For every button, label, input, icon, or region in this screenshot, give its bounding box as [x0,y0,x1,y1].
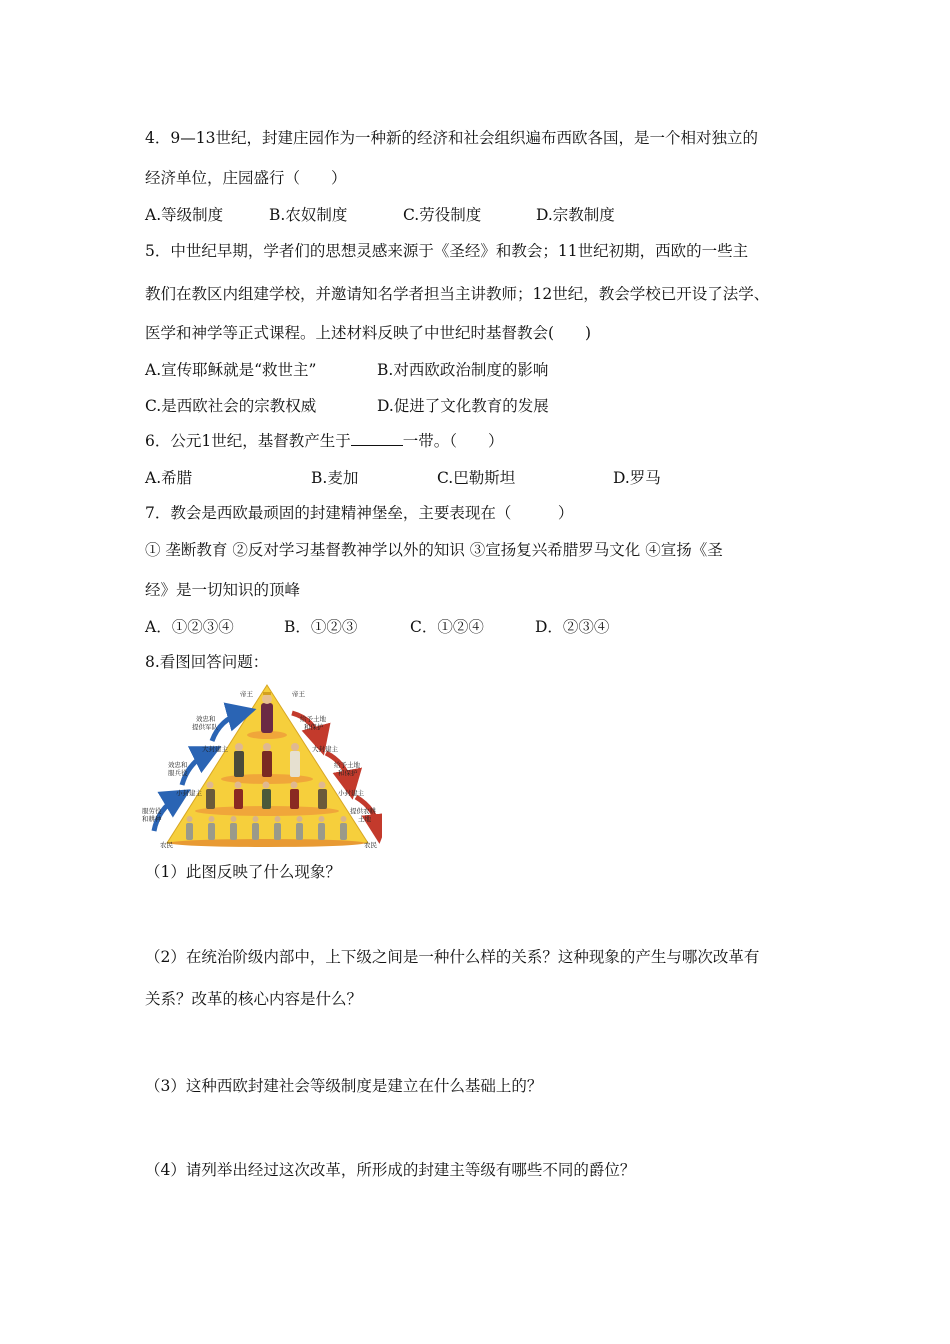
q5-option-d: D.促进了文化教育的发展 [377,397,549,415]
q5-option-c: C.是西欧社会的宗教权威 [145,397,317,415]
right-label-2a: 给予土地 [334,762,360,769]
q7-option-b: B．①②③ [284,618,358,636]
right-label-2b: 和保护 [338,770,358,777]
q4-line2: 经济单位，庄园盛行（ ） [145,169,347,187]
left-label-3b: 和耕种 [142,816,162,823]
right-arrow-middle-icon [326,753,350,785]
q7-option-a: A．①②③④ [145,618,234,636]
q5-line1: 5．中世纪早期，学者们的思想灵感来源于《圣经》和教会；11世纪初期，西欧的一些主 [145,242,749,260]
q8-sub3: （3）这种西欧封建社会等级制度是建立在什么基础上的？ [145,1077,543,1095]
right-label-3b: 土地 [358,816,371,823]
q8-sub1: （1）此图反映了什么现象？ [145,863,341,881]
right-label-1a: 给予土地 [300,716,326,723]
feudal-pyramid-figure [142,683,382,850]
q6-option-d: D.罗马 [613,469,661,487]
left-arrow-middle-icon [182,753,208,785]
label-king-left: 帝王 [240,691,253,698]
q7-line2: ① 垄断教育 ②反对学习基督教神学以外的知识 ③宣扬复兴希腊罗马文化 ④宣扬《圣 [145,541,723,559]
q5-line2: 教们在教区内组建学校，并邀请知名学者担当主讲教师；12世纪，教会学校已开设了法学、 [145,285,770,303]
q6-option-b: B.麦加 [311,469,359,487]
platform-peasants [169,839,365,847]
q7-option-d: D．②③④ [535,618,610,636]
q8-sub2-line1: （2）在统治阶级内部中，上下级之间是一种什么样的关系？这种现象的产生与哪次改革有 [145,948,760,966]
left-label-2b: 服兵役 [168,770,188,777]
label-great-lord-right: 大封建主 [312,746,338,753]
q6-option-a: A.希腊 [145,469,193,487]
q6-line [145,431,504,451]
left-label-2a: 效忠和 [168,762,188,769]
king-figure-icon [261,692,273,733]
q4-option-b: B.农奴制度 [269,206,348,224]
label-peasant-right: 农民 [364,842,377,849]
q6-text-before: 6．公元1世纪，基督教产生于 [145,432,351,450]
right-label-3a: 提供农耕 [350,808,376,815]
q8-sub4: （4）请列举出经过这次改革，所形成的封建主等级有哪些不同的爵位？ [145,1161,636,1179]
q7-option-c: C．①②④ [410,618,484,636]
q7-line3: 经》是一切知识的顶峰 [145,581,301,599]
left-label-3a: 服劳役 [142,808,162,815]
q4-option-a: A.等级制度 [145,206,224,224]
q4-line1: 4．9—13世纪，封建庄园作为一种新的经济和社会组织遍布西欧各国，是一个相对独立的 [145,129,758,147]
label-peasant-left: 农民 [160,842,173,849]
q5-line3: 医学和神学等正式课程。上述材料反映了中世纪时基督教会( ) [145,324,592,342]
q6-option-c: C.巴勒斯坦 [437,469,516,487]
left-label-1a: 效忠和 [196,716,216,723]
right-label-1b: 和保护 [304,724,324,731]
q8-title: 8.看图回答问题： [145,653,269,671]
q6-text-after: 一带。（ ） [402,432,504,450]
q4-option-d: D.宗教制度 [536,206,615,224]
q7-line1: 7．教会是西欧最顽固的封建精神堡垒，主要表现在（ ） [145,504,574,522]
q4-option-c: C.劳役制度 [403,206,482,224]
label-king-right: 帝王 [292,691,305,698]
label-small-lord-right: 小封建主 [338,790,364,797]
label-great-lord-left: 大封建主 [202,746,228,753]
q5-option-b: B.对西欧政治制度的影响 [377,361,549,379]
left-label-1b: 提供军队 [192,724,218,731]
q6-blank [351,431,403,446]
q8-sub2-line2: 关系？改革的核心内容是什么？ [145,990,363,1008]
q5-option-a: A.宣传耶稣就是“救世主” [145,361,317,379]
label-small-lord-left: 小封建主 [176,790,202,797]
